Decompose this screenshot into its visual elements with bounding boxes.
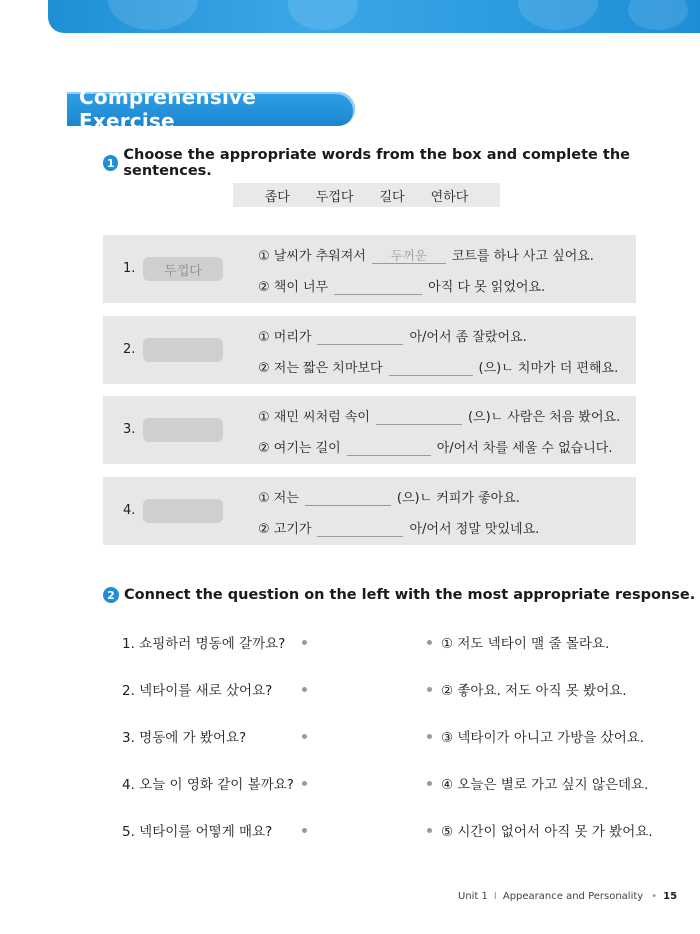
sentence-text: ② 책이 너무	[258, 280, 329, 295]
response-item: ③ 넥타이가 아니고 가방을 샀어요.	[441, 730, 645, 746]
top-banner	[48, 0, 700, 33]
right-connector-dot[interactable]	[427, 828, 432, 833]
word-option: 두껍다	[315, 189, 354, 205]
section1-instruction: Choose the appropriate words from the box and complete the sentences.	[123, 147, 630, 179]
sentence-line	[258, 357, 618, 376]
sentence-text: ① 저는	[258, 491, 299, 506]
blank-field[interactable]: 두꺼운	[372, 248, 446, 264]
right-connector-dot[interactable]	[427, 640, 432, 645]
sentence-line	[258, 326, 527, 345]
sentence-text: 아직 다 못 읽었어요.	[428, 280, 546, 295]
sentence-line	[258, 245, 594, 264]
item-number: 1.	[123, 261, 136, 276]
exercise-item-3	[103, 396, 636, 464]
response-item: ② 좋아요. 저도 아직 못 봤어요.	[441, 683, 627, 699]
question-item: 5. 넥타이를 어떻게 매요?	[122, 824, 273, 840]
sentence-text: 아/어서 차를 세울 수 없습니다.	[436, 441, 613, 456]
section1-heading	[103, 147, 700, 179]
answer-box[interactable]	[143, 338, 223, 362]
blank-field[interactable]	[334, 279, 422, 295]
response-item: ④ 오늘은 별로 가고 싶지 않은데요.	[441, 777, 649, 793]
left-connector-dot[interactable]	[302, 640, 307, 645]
answer-box[interactable]	[143, 418, 223, 442]
blank-field[interactable]	[376, 409, 462, 425]
sentence-text: 코트를 하나 사고 싶어요.	[451, 249, 594, 264]
section2-instruction: Connect the question on the left with the most appropriate response.	[124, 587, 696, 603]
sentence-line	[258, 276, 545, 295]
blank-field[interactable]	[317, 521, 403, 537]
sentence-line	[258, 487, 520, 506]
footer-topic: Appearance and Personality	[502, 891, 644, 902]
blank-field[interactable]	[305, 490, 391, 506]
page-number: 15	[663, 891, 678, 902]
blank-field[interactable]	[347, 440, 431, 456]
response-item: ⑤ 시간이 없어서 아직 못 가 봤어요.	[441, 824, 653, 840]
question-item: 3. 명동에 가 봤어요?	[122, 730, 247, 746]
question-item: 2. 넥타이를 새로 샀어요?	[122, 683, 273, 699]
sentence-text: ① 날씨가 추워져서	[258, 249, 366, 264]
left-connector-dot[interactable]	[302, 828, 307, 833]
page-title: Comprehensive Exercise	[67, 92, 355, 126]
response-item: ① 저도 넥타이 맬 줄 몰라요.	[441, 636, 610, 652]
sentence-text: 아/어서 정말 맛있네요.	[409, 522, 540, 537]
sentence-text: (으)ㄴ 사람은 처음 봤어요.	[467, 410, 621, 425]
exercise-item-2	[103, 316, 636, 384]
right-connector-dot[interactable]	[427, 781, 432, 786]
sentence-text: (으)ㄴ 치마가 더 편해요.	[478, 361, 619, 376]
answer-box[interactable]: 두껍다	[143, 257, 223, 281]
section1-number-badge: 1	[103, 155, 118, 171]
word-option: 좁다	[264, 189, 290, 205]
exercise-item-1	[103, 235, 636, 303]
item-number: 3.	[123, 422, 136, 437]
right-connector-dot[interactable]	[427, 687, 432, 692]
word-box	[233, 183, 500, 207]
sentence-line	[258, 518, 539, 537]
footer-bullet: •	[651, 891, 658, 902]
exercise-item-4	[103, 477, 636, 545]
sentence-line	[258, 406, 620, 425]
sentence-text: ② 저는 짧은 치마보다	[258, 361, 383, 376]
left-connector-dot[interactable]	[302, 687, 307, 692]
word-option: 길다	[379, 189, 405, 205]
item-number: 4.	[123, 503, 136, 518]
section2-number-badge: 2	[103, 587, 119, 603]
left-connector-dot[interactable]	[302, 781, 307, 786]
sentence-text: ② 고기가	[258, 522, 312, 537]
sentence-line	[258, 437, 612, 456]
sentence-text: ① 재민 씨처럼 속이	[258, 410, 370, 425]
question-item: 4. 오늘 이 영화 같이 볼까요?	[122, 777, 294, 793]
sentence-text: ② 여기는 길이	[258, 441, 341, 456]
item-number: 2.	[123, 342, 136, 357]
answer-box[interactable]	[143, 499, 223, 523]
section2-heading	[103, 587, 695, 603]
footer-unit: Unit 1	[458, 891, 488, 902]
page-footer	[458, 891, 677, 902]
sentence-text: 아/어서 좀 잘랐어요.	[409, 330, 527, 345]
blank-field[interactable]	[389, 360, 473, 376]
left-connector-dot[interactable]	[302, 734, 307, 739]
sentence-text: ① 머리가	[258, 330, 312, 345]
sentence-text: (으)ㄴ 커피가 좋아요.	[396, 491, 520, 506]
question-item: 1. 쇼핑하러 명동에 갈까요?	[122, 636, 286, 652]
word-option: 연하다	[430, 189, 469, 205]
footer-separator: I	[493, 891, 497, 902]
blank-field[interactable]	[317, 329, 403, 345]
right-connector-dot[interactable]	[427, 734, 432, 739]
